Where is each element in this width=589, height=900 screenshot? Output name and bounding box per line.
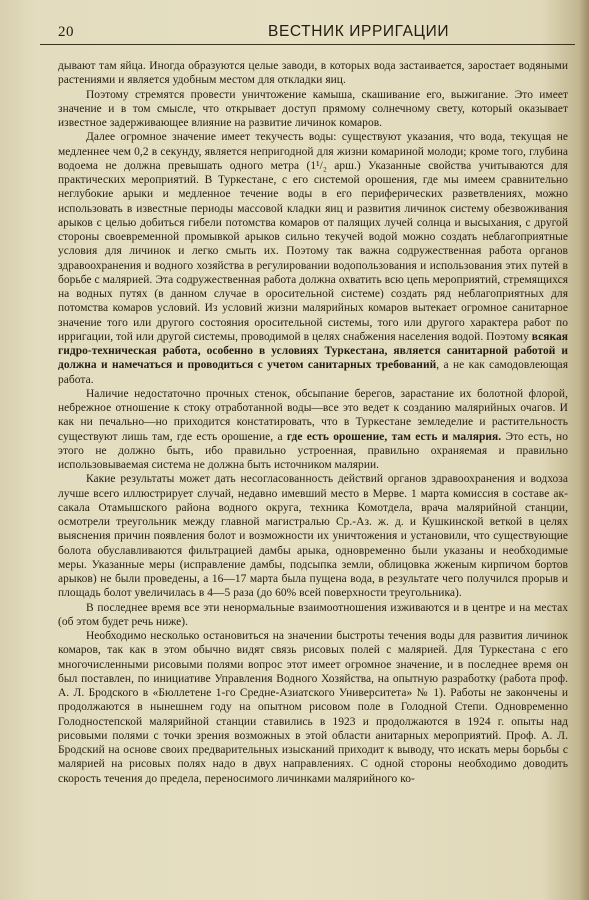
text-run: Какие результаты может дать несогласованность действий органов здравоохранения и водхоза лучше всего иллюстрирует случай, недавно имевший место в Мерве. 1 марта комиссия в составе ак-сакала Отамышского района водного округа, техника Комотдела, врача малярийной станции, осмотрели треугольник между главной магистралью Ср.-Аз. ж. д. и Кушкинской веткой в целях выяснения причин появления болот и возможности их уничтожения и установили, что существующие болота обуславливаются фильтрацией дамбы арыка, одновременно были указаны и необходимые меры. Указанные меры (исправление дамбы, подсыпка земли, облицовка жженым кирпичом бортов арыков) не были проведены, а 16—17 марта была пущена вода, в результате чего получился прорыв и площадь болот увеличилась в 4—5 раза (до 60% всей поверхности треугольника). <box>58 473 568 600</box>
paragraph <box>58 88 568 131</box>
text-run: Необходимо несколько остановиться на значении быстроты течения воды для развития личинок комаров, так как в этом обычно видят связь рисовых полей с малярией. Для Туркестана с его многочисленными рисовыми полями вопрос этот имеет огромное значение, и в последнее время он был поставлен, по инициативе Управления Водного Хозяйства, на опытную разработку (работа проф. А. Л. Бродского в «Бюллетене 1-го Средне-Азиатского Университета» № 1). Работы не закончены и продолжаются в нынешнем году на опытном рисовом поле в Голодной Степи. Одновременно Голодностепской малярийной станции ставились в 1923 и продолжаются в 1924 г. опыты над рисовыми полями с точки зрения возможных в этой области анитарных мероприятий. Проф. А. Л. Бродский на основе своих предварительных изысканий приходит к выводу, что искать меры борьбы с малярией на рисовых полях надо в двух направлениях. С одной стороны необходимо доводить скорость течения до предела, переносимого личинками малярийного ко- <box>58 630 568 785</box>
bold-text-run: где есть орошение, там есть и малярия. <box>286 430 502 443</box>
paragraph <box>58 629 568 786</box>
paragraph <box>58 472 568 600</box>
paragraph <box>58 387 568 473</box>
page-header <box>40 22 575 45</box>
page-edge-shadow <box>579 0 589 900</box>
text-run: Это есть, но этого не должно быть, ибо правильно устроенная, правильно охраняемая и правильно использовываемая система не должна быть источником малярии. <box>58 430 568 471</box>
bold-text-run: всякая гидро-техническая работа, особенно в условиях Туркестана, является санитарной работой и должна и намечаться и проводиться с учетом санитарных требований <box>58 330 568 372</box>
text-run: Поэтому стремятся провести уничтожение камыша, скашивание его, выжигание. Это имеет значение и в том смысле, что открывает доступ прямому солнечному свету, который оказывает известное задерживающее влияние на развитие личинок комаров. <box>58 88 568 129</box>
text-run: Далее огромное значение имеет текучесть воды: существуют указания, что вода, текущая не медленнее чем 0,2 в секунду, является непригодной для жизни комариной молоди; кроме того, глубина водоема не должна превышать одного метра (1¹/₂ арш.) Указанные свойства учитываются для практических мероприятий. В Туркестане, с его системой орошения, где мы имеем сравнительно неглубокие арыки и медленное течение воды в его периферических разветвлениях, можно использовать в известные периоды массовой кладки яиц и развития личинок систему обезвоживания арыков с целью добиться гибели потомства комаров от палящих лучей солнца и высыхания, с другой стороны своевременной промывкой арыков сильно текучей водой можно создать неблагоприятные условия для личинок и легко смыть их. Поэтому так важна содружественная работа органов здравоохранения и водного хозяйства в регулировании водопользования и использования этих путей в борьбе с малярией. Эта содружественная работа должна охватить всю цепь мероприятий, стремящихся на водных путях (в данном случае в оросительной системе) создать ряд неблагоприятных для потомства комаров условий. Из условий жизни малярийных комаров вытекает огромное санитарное значение того или другого состояния оросительной системы, того или другого характера работ по ирригации, той или другой системы, проводимой в целях снабжения населения водой. Поэтому <box>58 131 568 343</box>
paragraph <box>58 601 568 630</box>
text-run: Наличие недостаточно прочных стенок, обсыпание берегов, зарастание их болотной флорой, небрежное отношение к стоку отработанной воды—все это ведет к созданию малярийных очагов. И как ни печально—но приходится констатировать, что в Туркестане земледелие и растительность существуют лишь там, где есть орошение, а <box>58 387 568 443</box>
text-run: , а не как самодовлеющая работа. <box>58 359 568 386</box>
text-run: В последнее время все эти ненормальные взаимоотношения изживаются и в центре и на местах (об этом будет речь ниже). <box>58 601 568 628</box>
text-run: дывают там яйца. Иногда образуются целые заводи, в которых вода застаивается, заростает водяными растениями и является удобным местом для откладки яиц. <box>58 60 568 87</box>
paragraph <box>58 59 568 88</box>
running-title: ВЕСТНИК ИРРИГАЦИИ <box>268 23 450 40</box>
article-body <box>58 59 568 786</box>
page-number: 20 <box>58 24 74 40</box>
paragraph <box>58 130 568 387</box>
